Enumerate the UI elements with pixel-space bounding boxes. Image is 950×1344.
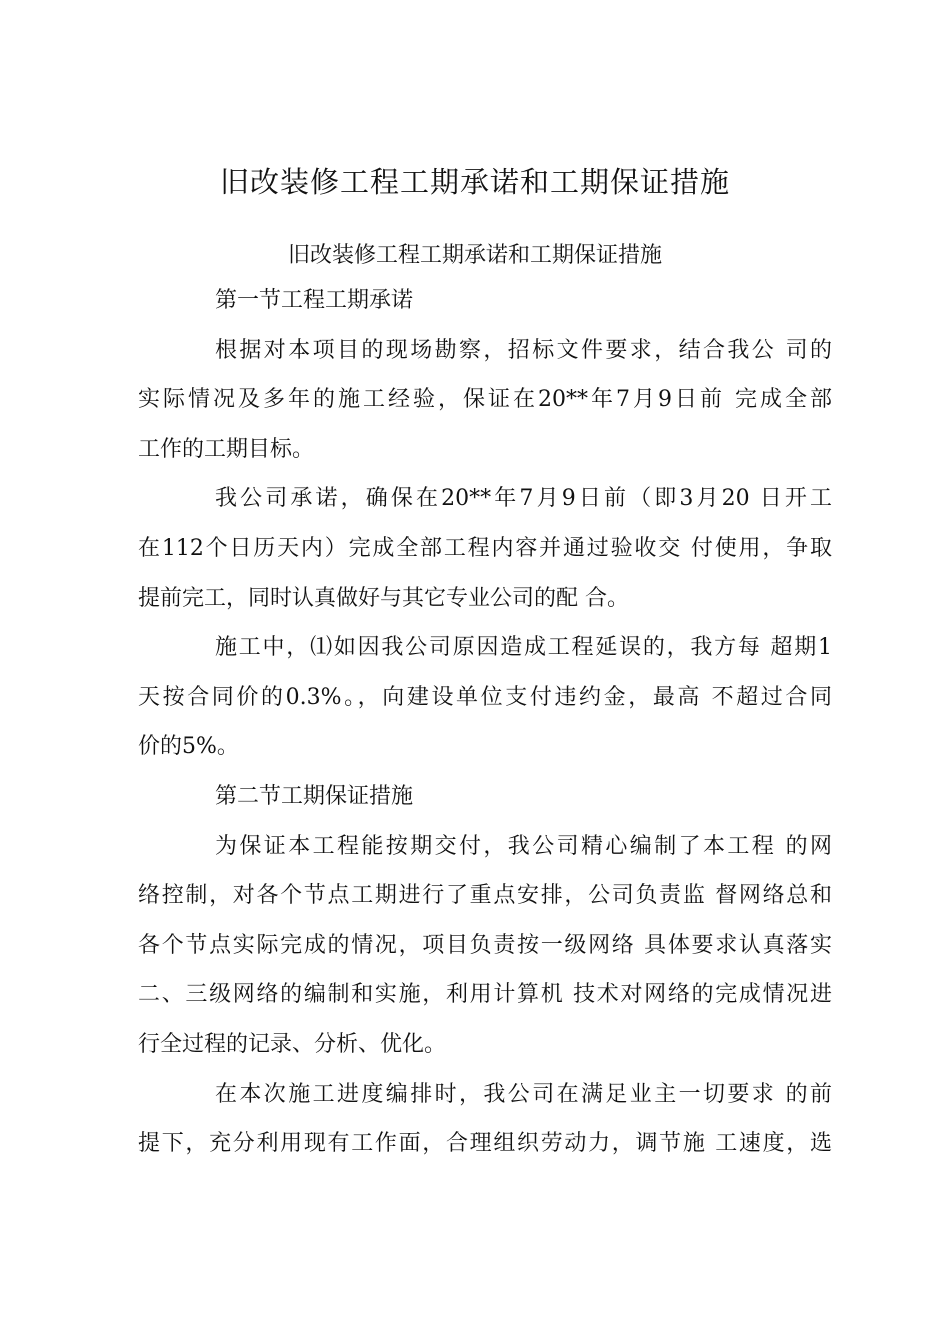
paragraph-line: 在112个日历天内）完成全部工程内容并通过验收交 付使用，争取 <box>138 535 832 561</box>
section-heading-2: 第二节工期保证措施 <box>215 783 414 809</box>
paragraph-line: 实际情况及多年的施工经验，保证在20**年7月9日前 完成全部 <box>138 387 832 413</box>
section-heading-1: 第一节工程工期承诺 <box>215 288 414 313</box>
paragraph-line: 二、三级网络的编制和实施，利用计算机 技术对网络的完成情况进 <box>138 982 832 1008</box>
paragraph-line: 根据对本项目的现场勘察，招标文件要求，结合我公 司的 <box>215 337 832 363</box>
paragraph-line: 施工中，⑴如因我公司原因造成工程延误的，我方每 超期1 <box>215 635 832 661</box>
paragraph-line: 我公司承诺，确保在20**年7月9日前（即3月20 日开工 <box>215 486 832 512</box>
document-body <box>138 282 832 1175</box>
paragraph-line: 络控制，对各个节点工期进行了重点安排，公司负责监 督网络总和 <box>138 883 832 909</box>
paragraph-line: 在本次施工进度编排时，我公司在满足业主一切要求 的前 <box>215 1081 832 1107</box>
paragraph-line: 提前完工，同时认真做好与其它专业公司的配 合。 <box>138 585 629 611</box>
paragraph-line: 天按合同价的0.3%。，向建设单位支付违约金，最高 不超过合同 <box>138 684 832 710</box>
paragraph-line: 价的5%。 <box>138 734 239 760</box>
paragraph-line: 行全过程的记录、分析、优化。 <box>138 1031 447 1057</box>
document-subtitle: 旧改装修工程工期承诺和工期保证措施 <box>287 243 662 268</box>
paragraph-line: 各个节点实际完成的情况，项目负责按一级网络 具体要求认真落实 <box>138 932 832 958</box>
paragraph-line: 提下，充分利用现有工作面，合理组织劳动力，调节施 工速度，选 <box>138 1131 832 1157</box>
paragraph-line: 为保证本工程能按期交付，我公司精心编制了本工程 的网 <box>215 833 832 859</box>
paragraph-line: 工作的工期目标。 <box>138 436 315 462</box>
document-title: 旧改装修工程工期承诺和工期保证措施 <box>219 165 730 199</box>
